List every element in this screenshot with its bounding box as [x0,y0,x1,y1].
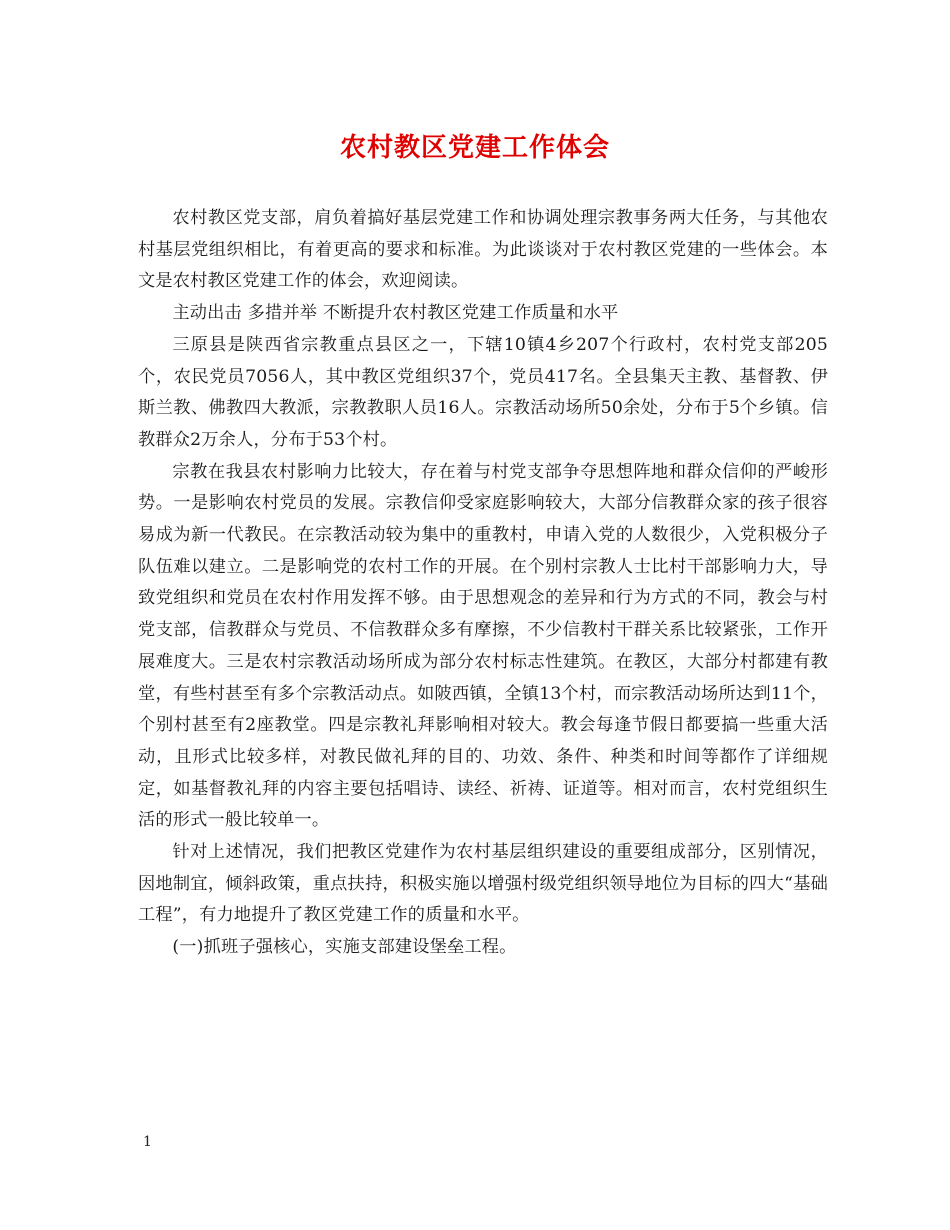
paragraph-religious-influence: 宗教在我县农村影响力比较大，存在着与村党支部争夺思想阵地和群众信仰的严峻形势。一是影响农村党员的发展。宗教信仰受家庭影响较大，大部分信教群众家的孩子很容易成为新一代教民。在宗教活动较为集中的重教村，申请入党的人数很少，入党积极分子队伍难以建立。二是影响党的农村工作的开展。在个别村宗教人士比村干部影响力大，导致党组织和党员在农村作用发挥不够。由于思想观念的差异和行为方式的不同，教会与村党支部，信教群众与党员、不信教群众多有摩擦，不少信教村干群关系比较紧张，工作开展难度大。三是农村宗教活动场所成为部分农村标志性建筑。在教区，大部分村都建有教堂，有些村甚至有多个宗教活动点。如陂西镇，全镇13个村，而宗教活动场所达到11个，个别村甚至有2座教堂。四是宗教礼拜影响相对较大。教会每逢节假日都要搞一些重大活动，且形式比较多样，对教民做礼拜的目的、功效、条件、种类和时间等都作了详细规定，如基督教礼拜的内容主要包括唱诗、读经、祈祷、证道等。相对而言，农村党组织生活的形式一般比较单一。 [138,461,828,831]
document-body [138,203,828,964]
document-title: 农村教区党建工作体会 [339,133,610,163]
paragraph-intro: 农村教区党支部，肩负着搞好基层党建工作和协调处理宗教事务两大任务，与其他农村基层党组织相比，有着更高的要求和标准。为此谈谈对于农村教区党建的一些体会。本文是农村教区党建工作的体会，欢迎阅读。 [138,208,828,292]
page-number: 1 [143,1134,152,1150]
paragraph-subtitle: 主动出击 多措并举 不断提升农村教区党建工作质量和水平 [172,303,619,324]
paragraph-response: 针对上述情况，我们把教区党建作为农村基层组织建设的重要组成部分，区别情况，因地制宜，倾斜政策，重点扶持，积极实施以增强村级党组织领导地位为目标的四大“基础工程”，有力地提升了教区党建工作的质量和水平。 [138,842,828,926]
paragraph-section-one: (一)抓班子强核心，实施支部建设堡垒工程。 [172,937,517,958]
paragraph-county-overview: 三原县是陕西省宗教重点县区之一，下辖10镇4乡207个行政村，农村党支部205个，农民党员7056人，其中教区党组织37个，党员417名。全县集天主教、基督教、伊斯兰教、佛教四大教派，宗教教职人员16人。宗教活动场所50余处，分布于5个乡镇。信教群众2万余人，分布于53个村。 [138,334,828,450]
